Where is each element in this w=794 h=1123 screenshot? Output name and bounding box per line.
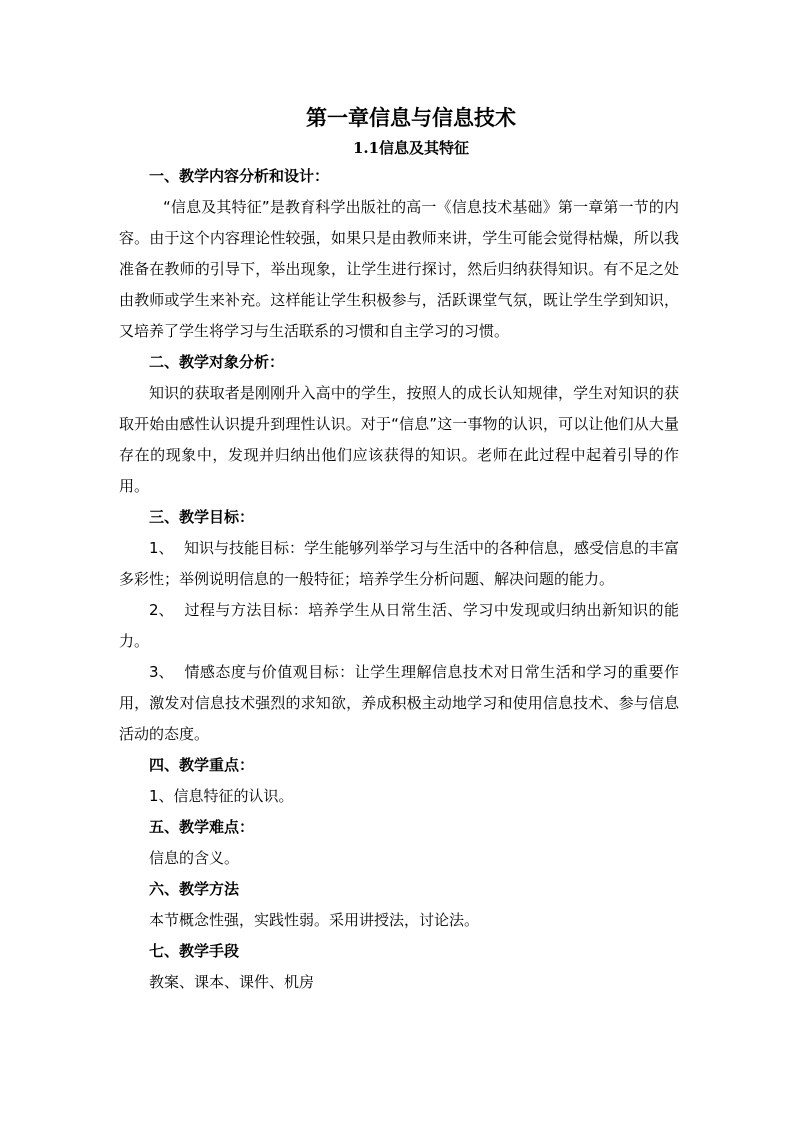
section-subtitle: 1.1信息及其特征 [352,139,470,157]
goal-item [119,533,679,595]
document-content [119,101,679,998]
goal-item-text: 情感态度与价值观目标：让学生理解信息技术对日常生活和学习的重要作用，激发对信息技术强烈的求知欲，养成积极主动地学习和使用信息技术、参与信息活动的态度。 [119,663,679,743]
heading-difficult-points: 五、教学难点： [149,818,255,836]
paragraph-content-analysis: “信息及其特征”是教育科学出版社的高一《信息技术基础》第一章第一节的内容。由于这个内容理论性较强，如果只是由教师来讲，学生可能会觉得枯燥，所以我准备在教师的引导下，举出现象，让学生进行探讨，然后归纳获得知识。有不足之处由教师或学生来补充。这样能让学生积极参与，活跃课堂气氛，既让学生学到知识，又培养了学生将学习与生活联系的习惯和自主学习的习惯。 [119,198,679,340]
goal-item-number: 3、 [149,663,174,681]
heading-teaching-means: 七、教学手段 [149,942,240,960]
heading-teaching-goals: 三、教学目标： [149,508,255,526]
goal-item-number: 1、 [149,539,174,557]
goal-item [119,657,679,750]
paragraph-teaching-methods: 本节概念性强，实践性弱。采用讲授法，讨论法。 [149,911,480,929]
heading-content-analysis: 一、教学内容分析和设计： [149,167,330,185]
heading-teaching-methods: 六、教学方法 [149,880,240,898]
goal-item-text: 知识与技能目标：学生能够列举学习与生活中的各种信息，感受信息的丰富多彩性；举例说明信息的一般特征；培养学生分析问题、解决问题的能力。 [119,539,680,588]
goal-item-text: 过程与方法目标：培养学生从日常生活、学习中发现或归纳出新知识的能力。 [119,601,679,650]
goal-item-number: 2、 [149,601,174,619]
goal-item [119,595,679,657]
heading-key-points: 四、教学重点： [149,756,255,774]
paragraph-difficult-points: 信息的含义。 [149,849,240,867]
paragraph-key-points: 1、信息特征的认识。 [149,787,294,805]
paragraph-teaching-means: 教案、课本、课件、机房 [149,973,315,991]
chapter-title: 第一章信息与信息技术 [306,105,516,130]
paragraph-audience-analysis: 知识的获取者是刚刚升入高中的学生，按照人的成长认知规律，学生对知识的获取开始由感性认识提升到理性认识。对于“信息”这一事物的认识，可以让他们从大量存在的现象中，发现并归纳出他们应该获得的知识。老师在此过程中起着引导的作用。 [119,384,679,495]
heading-audience-analysis: 二、教学对象分析： [149,353,285,371]
